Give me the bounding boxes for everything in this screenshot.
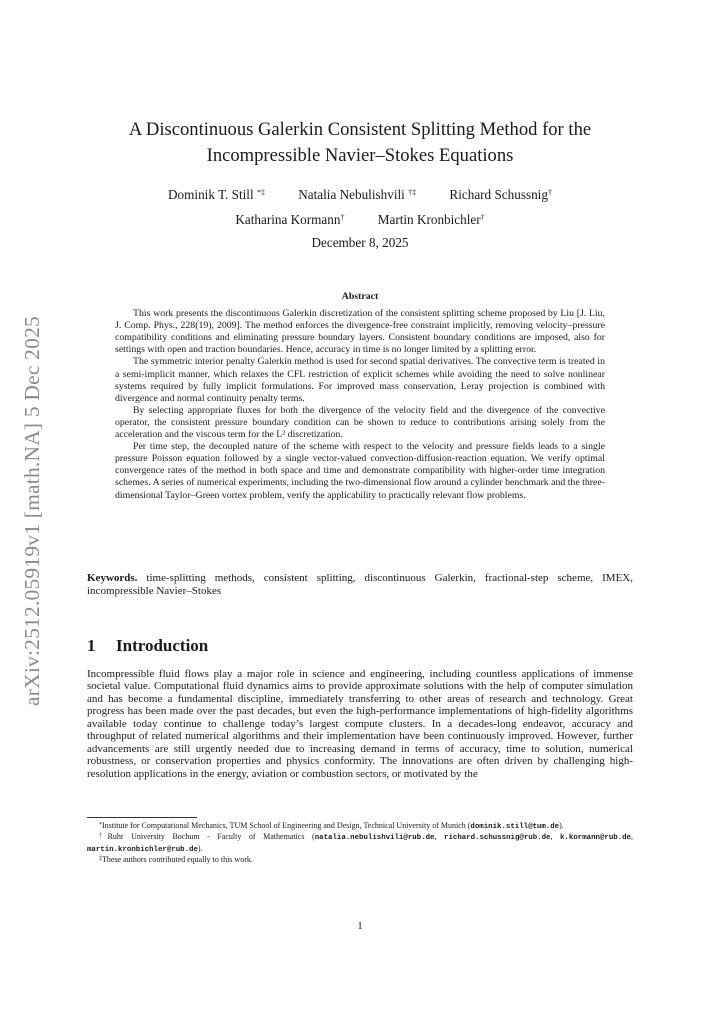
email-link[interactable]: k.kormann@rub.de (560, 834, 631, 843)
keywords (87, 572, 633, 599)
author-name: Katharina Kormann (235, 212, 341, 227)
footnote-rule (87, 817, 197, 818)
abstract-paragraph: By selecting appropriate fluxes for both the divergence of the velocity field and the divergence of the convective operator, the consistent pressure boundary condition can be shown to reduce to contributions arising solely from the acceleration and the viscous term for the L² discretization. (115, 404, 605, 441)
author-name: Natalia Nebulishvili (298, 187, 405, 202)
email-link[interactable]: richard.schussnig@rub.de (444, 834, 551, 843)
footnote-text: , (550, 832, 561, 842)
keywords-label: Keywords. (87, 572, 138, 584)
affiliation-mark: †‡ (408, 188, 417, 197)
author-list (87, 182, 633, 232)
author (298, 182, 416, 207)
author-name: Richard Schussnig (449, 187, 548, 202)
email-link[interactable]: dominik.still@tum.de (470, 823, 560, 831)
email-link[interactable]: martin.kronbichler@rub.de (87, 845, 198, 854)
keywords-text: time-splitting methods, consistent splitting, discontinuous Galerkin, fractional-step scheme, IMEX, incompressible Navier–Stokes (87, 572, 633, 598)
abstract-paragraph: Per time step, the decoupled nature of the scheme with respect to the velocity and pressure fields leads to a single pressure Poisson equation followed by a single vector-valued convection-diffusion-reaction equation. We verify optimal convergence rates of the method in both space and time and demonstrate compatibility with higher-order time integration schemes. A series of numerical experiments, including the two-dimensional flow around a cylinder benchmark and the three-dimensional Taylor–Green vortex problem, verify the applicability to practically relevant flow problems. (115, 441, 605, 501)
footnote-text: These authors contributed equally to this work. (102, 855, 253, 865)
affiliation-mark: † (547, 188, 552, 197)
footnote-mark: * (99, 822, 102, 828)
footnote-text: Institute for Computational Mechanics, TUM School of Engineering and Design, Technical University of Munich ( (102, 821, 471, 830)
author (449, 182, 552, 207)
section-heading (87, 635, 208, 657)
title-line-2: Incompressible Navier–Stokes Equations (206, 145, 514, 166)
affiliation-mark: † (480, 213, 485, 222)
footnote-text: , (434, 832, 445, 842)
intro-paragraph: Incompressible fluid flows play a major role in science and engineering, including countless applications of immense societal value. Computational fluid dynamics aims to provide approximate solutions with the help of computer simulation and has become a fundamental discipline, immediately transferring to other areas of research and technology. Great progress has been made over the past decades, but even the high-performance implementations of high-fidelity algorithms available today continue to challenge today’s largest compute clusters. In a decades-long endeavor, accuracy and throughput of related numerical algorithms and their implementation have been continuously improved. However, further advancements are still urgently needed due to increasing demand in terms of accuracy, time to solution, numerical robustness, or conservation properties and physics conformity. The innovations are often driven by challenging high-resolution applications in the energy, aviation or combustion sectors, or motivated by the (87, 668, 633, 780)
title-line-1: A Discontinuous Galerkin Consistent Splitting Method for the (128, 119, 592, 140)
email-link[interactable]: natalia.nebulishvili@rub.de (314, 834, 435, 843)
footnote (87, 821, 633, 832)
author-row-1 (87, 182, 633, 207)
section-title: Introduction (116, 636, 209, 655)
author (235, 207, 344, 232)
footnote (87, 832, 633, 855)
paper-title (87, 117, 633, 169)
arxiv-identifier[interactable]: arXiv:2512.05919v1 [math.NA] 5 Dec 2025 (20, 316, 44, 706)
abstract (115, 291, 605, 502)
footnote-text: ). (197, 843, 203, 853)
affiliation-mark: *‡ (256, 188, 265, 197)
publication-date: December 8, 2025 (311, 235, 409, 250)
section-number: 1 (87, 636, 96, 655)
author-name: Martin Kronbichler (377, 212, 481, 227)
footnote-text: ). (559, 821, 564, 830)
author-name: Dominik T. Still (168, 187, 254, 202)
footnote (87, 855, 633, 865)
footnote-mark: ‡ (99, 856, 102, 863)
abstract-heading: Abstract (341, 291, 379, 302)
footnotes (87, 821, 633, 866)
abstract-paragraph: This work presents the discontinuous Galerkin discretization of the consistent splitting scheme proposed by Liu [J. Liu, J. Comp. Phys., 228(19), 2009]. The method enforces the divergence-free constraint implicitly, removing velocity–pressure compatibility conditions and eliminating pressure boundary layers. Consistent boundary conditions are imposed, also for settings with open and traction boundaries. Hence, accuracy in time is no longer limited by a splitting error. (115, 308, 605, 356)
author-row-2 (87, 207, 633, 232)
footnote-mark: † (99, 833, 108, 840)
author (168, 182, 265, 207)
page-number: 1 (357, 920, 363, 932)
author (378, 207, 485, 232)
footnote-text: , (631, 832, 633, 842)
affiliation-mark: † (340, 213, 345, 222)
abstract-paragraph: The symmetric interior penalty Galerkin method is used for second spatial derivatives. The convective term is treated in a semi-implicit manner, which relaxes the CFL restriction of explicit schemes while avoiding the need to solve nonlinear systems required by fully implicit formulations. For improved mass conservation, Leray projection is combined with divergence and normal continuity penalty terms. (115, 356, 605, 404)
footnote-text: Ruhr University Bochum - Faculty of Mathematics ( (107, 832, 315, 842)
